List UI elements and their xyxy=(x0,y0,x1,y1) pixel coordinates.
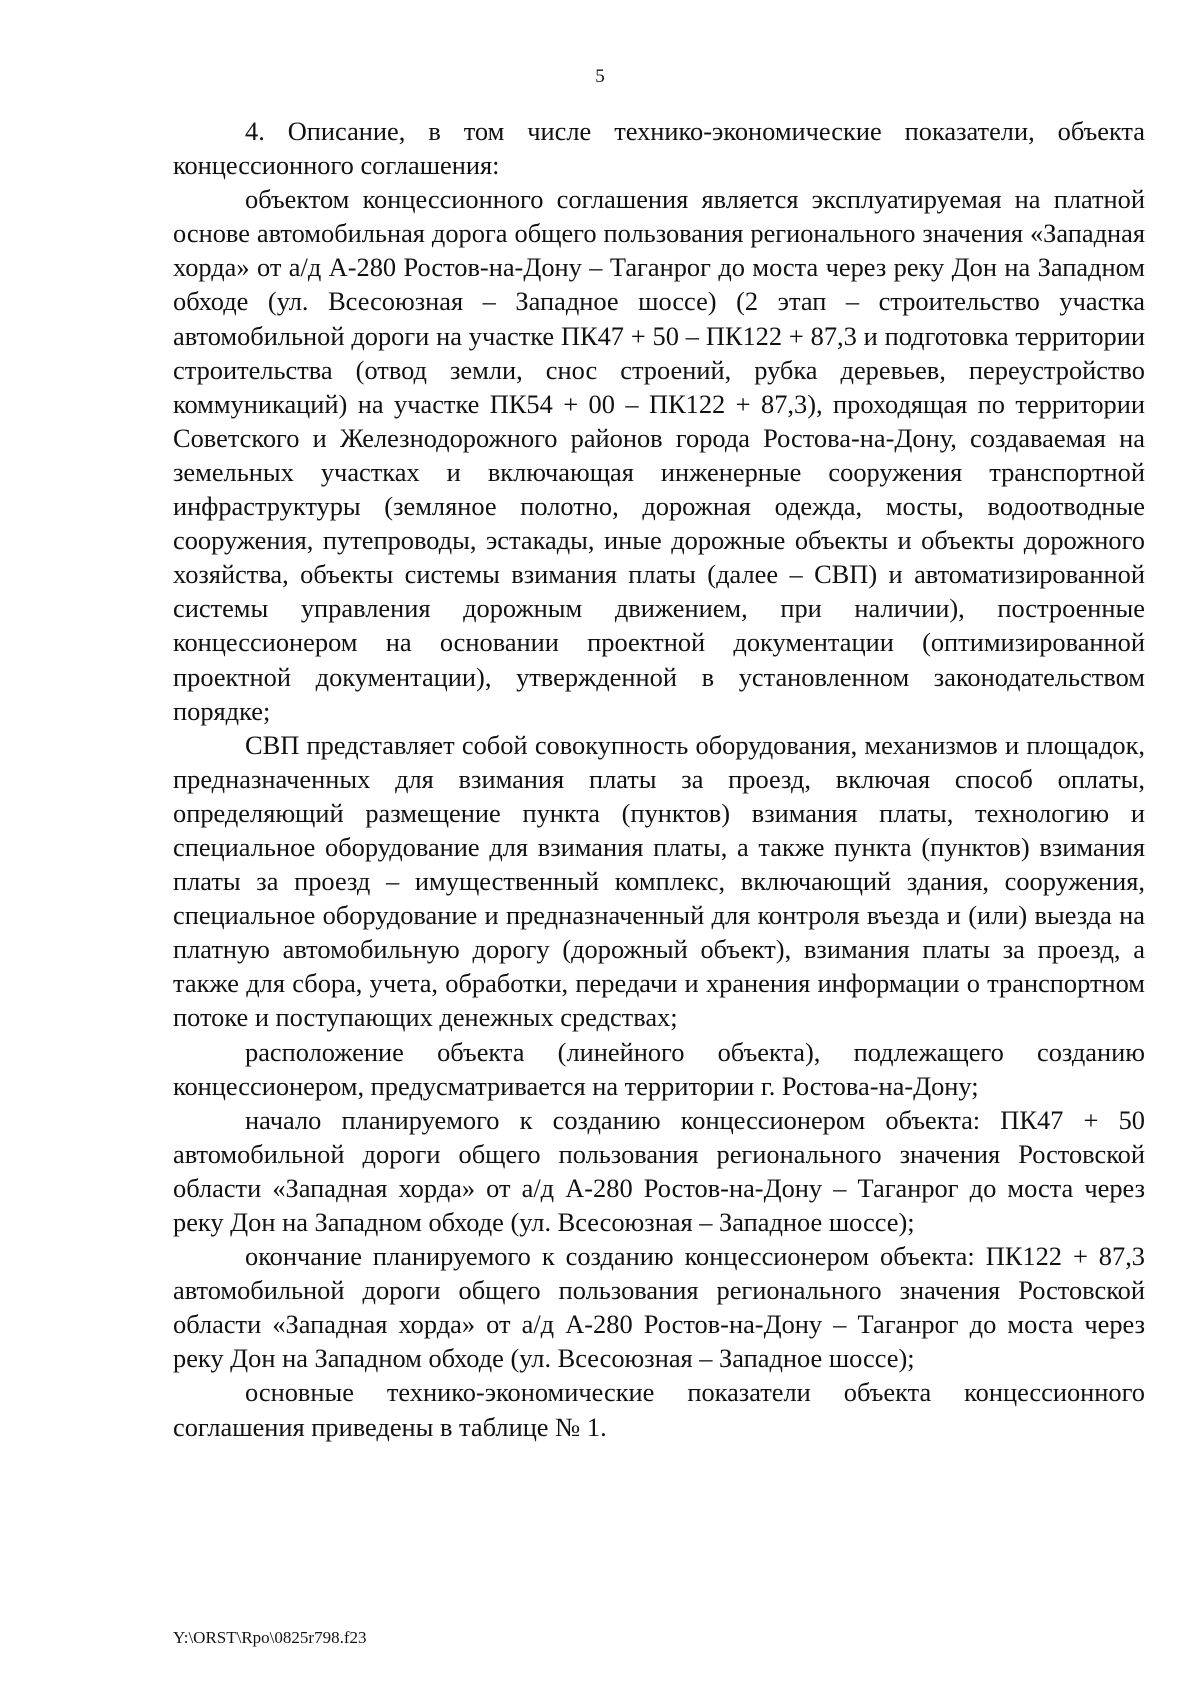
object-description-paragraph: объектом концессионного соглашения является эксплуатируемая на платной основе автомобильная дорога общего пользования регионального значения «Западная хорда» от а/д А-280 Ростов-на-Дону – Таганрог до моста через реку Дон на Западном обходе (ул. Всесоюзная – Западное шоссе) (2 этап – строительство участка автомобильной дороги на участке ПК47 + 50 – ПК122 + 87,3 и подготовка территории строительства (отвод земли, снос строений, рубка деревьев, переустройство коммуникаций) на участке ПК54 + 00 – ПК122 + 87,3), проходящая по территории Советского и Железнодорожного районов города Ростова-на-Дону, создаваемая на земельных участках и включающая инженерные сооружения транспортной инфраструктуры (земляное полотно, дорожная одежда, мосты, водоотводные сооружения, путепроводы, эстакады, иные дорожные объекты и объекты дорожного хозяйства, объекты системы взимания платы (далее – СВП) и автоматизированной системы управления дорожным движением, при наличии), построенные концессионером на основании проектной документации (оптимизированной проектной документации), утвержденной в установленном законодательством порядке; xyxy=(173,184,1145,726)
file-path-footer: Y:\ORST\Rpo\0825r798.f23 xyxy=(173,1628,367,1647)
document-body xyxy=(173,114,1145,1444)
location-paragraph: расположение объекта (линейного объекта), подлежащего созданию концессионером, предусматривается на территории г. Ростова-на-Дону; xyxy=(173,1036,1145,1101)
start-point-paragraph: начало планируемого к созданию концессионером объекта: ПК47 + 50 автомобильной дороги общего пользования регионального значения Ростовской области «Западная хорда» от а/д А-280 Ростов-на-Дону – Таганрог до моста через реку Дон на Западном обходе (ул. Всесоюзная – Западное шоссе); xyxy=(173,1104,1145,1237)
page-number: 5 xyxy=(595,66,605,87)
section-heading-paragraph: 4. Описание, в том числе технико-экономические показатели, объекта концессионного соглашения: xyxy=(173,116,1145,181)
svp-definition-paragraph: СВП представляет собой совокупность оборудования, механизмов и площадок, предназначенных для взимания платы за проезд, включая способ оплаты, определяющий размещение пункта (пунктов) взимания платы, технологию и специальное оборудование для взимания платы, а также пункта (пунктов) взимания платы за проезд – имущественный комплекс, включающий здания, сооружения, специальное оборудование и предназначенный для контроля въезда и (или) выезда на платную автомобильную дорогу (дорожный объект), взимания платы за проезд, а также для сбора, учета, обработки, передачи и хранения информации о транспортном потоке и поступающих денежных средствах; xyxy=(173,729,1145,1033)
indicators-reference-paragraph: основные технико-экономические показатели объекта концессионного соглашения приведены в таблице № 1. xyxy=(173,1377,1145,1442)
end-point-paragraph: окончание планируемого к созданию концессионером объекта: ПК122 + 87,3 автомобильной дороги общего пользования регионального значения Ростовской области «Западная хорда» от а/д А-280 Ростов-на-Дону – Таганрог до моста через реку Дон на Западном обходе (ул. Всесоюзная – Западное шоссе); xyxy=(173,1241,1145,1374)
